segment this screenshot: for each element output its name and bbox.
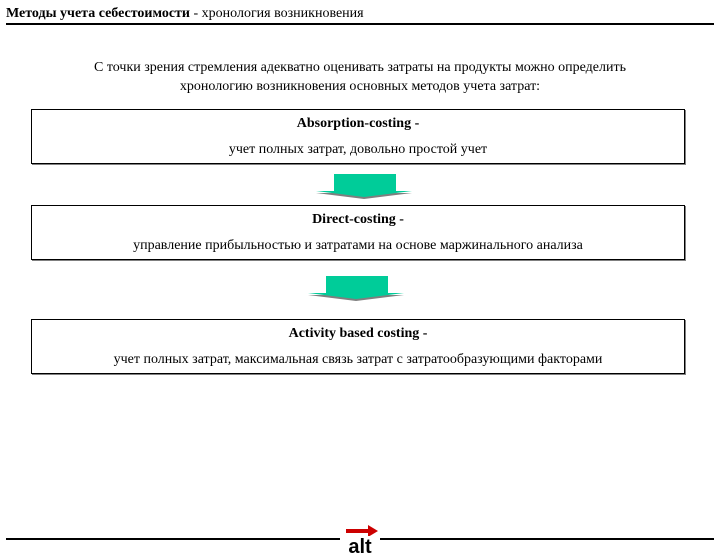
logo-text: alt bbox=[348, 536, 372, 555]
method-title: Direct-costing - bbox=[312, 212, 404, 227]
intro-text bbox=[20, 58, 700, 96]
intro-line-1: С точки зрения стремления адекватно оценивать затраты на продукты можно определить bbox=[94, 60, 626, 75]
header-title-bold: Методы учета себестоимости bbox=[6, 6, 190, 21]
down-arrow-icon bbox=[306, 274, 406, 302]
method-description: учет полных затрат, довольно простой учет bbox=[228, 142, 488, 157]
header-title-rest: - хронология возникновения bbox=[189, 6, 364, 21]
arrow-body bbox=[326, 276, 388, 295]
arrow-body bbox=[334, 174, 396, 193]
header-divider bbox=[6, 23, 714, 25]
method-box-absorption-costing bbox=[31, 109, 685, 164]
method-box-direct-costing bbox=[31, 205, 685, 260]
method-description: управление прибыльностью и затратами на основе маржинального анализа bbox=[133, 238, 583, 253]
intro-line-2: хронологию возникновения основных методов учета затрат: bbox=[179, 79, 541, 94]
method-box-activity-based-costing bbox=[31, 319, 685, 374]
slide-header bbox=[6, 4, 714, 24]
method-description: учет полных затрат, максимальная связь затрат с затратообразующими факторами bbox=[113, 352, 603, 367]
method-title: Activity based costing - bbox=[288, 326, 428, 341]
down-arrow-icon bbox=[314, 172, 414, 200]
alt-logo bbox=[340, 520, 380, 555]
method-title: Absorption-costing - bbox=[296, 116, 420, 131]
